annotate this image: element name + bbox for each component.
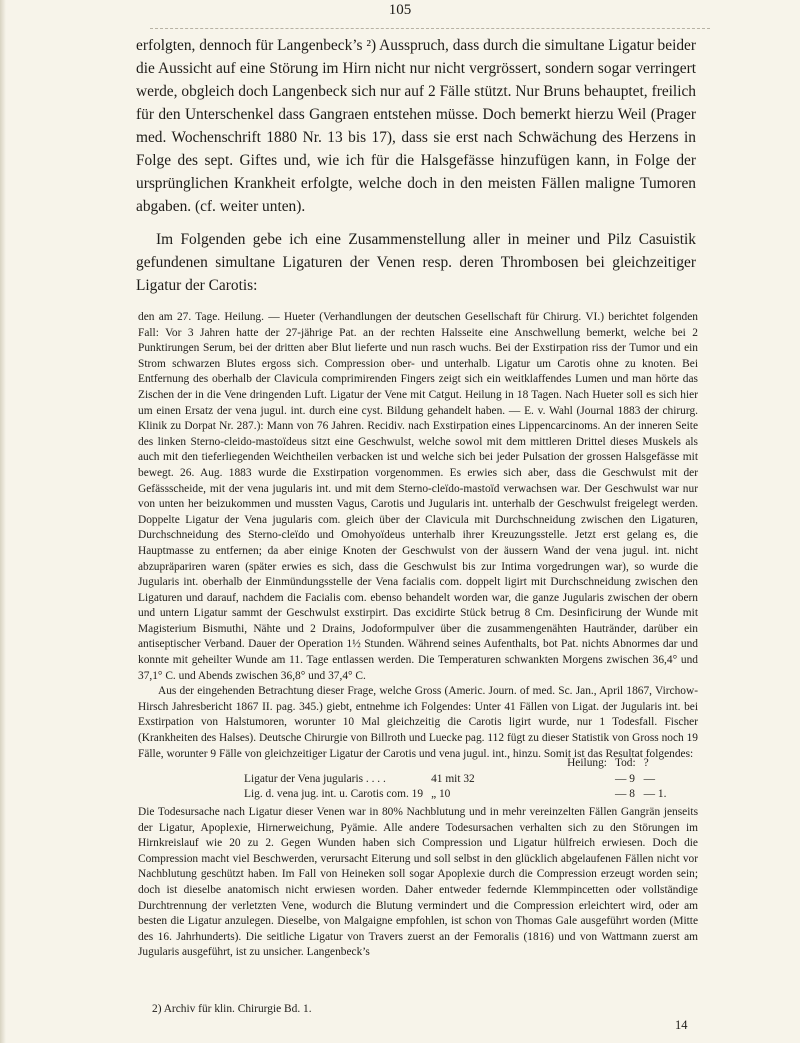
table-cell: 41 mit 32 — [431, 772, 475, 785]
body-text-small — [138, 310, 698, 762]
conclusion-paragraph: Die Todesursache nach Ligatur dieser Venen war in 80% Nachblutung und in mehr vereinzelten Fällen Gangrän jenseits der Ligatur, Apoplexie, Hirnerweichung, Pyämie. Alle andere Todesursachen verhalten sich zu den Störungen im Hirnkreislauf wie 20 zu 2. Gegen Wunden haben sich Compression und Ligatur hülfreich erwiesen. Doch die Compression macht viel Beschwerden, verursacht Eiterung und soll selbst in den glücklich abgelaufenen Fällen nicht vor Nachblutung geschützt haben. Im Fall von Heineken soll sogar Apoplexie durch die Compression erzeugt worden sein; doch ist dieselbe anatomisch nicht erwiesen worden. Daher entweder federnde Klemmpincetten oder vollständige Durchtrennung der verletzten Vene, wodurch die Blutung vermindert und die Compression erleichtert wird, oder am besten die Ligatur anzulegen. Dieselbe, von Malgaigne empfohlen, ist schon von Thomas Gale ausgeführt worden (Mitte des 16. Jahrhunderts). Die seitliche Ligatur von Travers zuerst an der Femoralis (1816) und von Wattmann zuerst am Jugularis ausgeführt, ist zu unsicher. Langenbeck’s — [138, 806, 698, 959]
table-cell: Ligatur der Vena jugularis . . . . — [244, 772, 386, 785]
table-cell: „ 10 — [431, 788, 451, 801]
statistics-intro-paragraph: Aus der eingehenden Betrachtung dieser Frage, welche Gross (Americ. Journ. of med. Sc. Jan., April 1867, Virchow-Hirsch Jahresbericht 1867 II. pag. 345.) giebt, entnehme ich Folgendes: Unter 41 Fällen von Ligat. der Jugularis int. bei Exstirpation von Halstumoren, worunter 10 Mal gleichzeitig die Carotis ligirt wurde, nur 1 Todesfall. Fischer (Krankheiten des Halses). Deutsche Chirurgie von Billroth und Luecke pag. 112 fügt zu dieser Statistik von Gross noch 19 Fälle, worunter 9 Fälle von gleichzeitiger Ligatur der Carotis und vena jugul. int., hinzu. Somit ist das Resultat folgendes: — [138, 685, 698, 760]
body-text-large — [136, 34, 696, 297]
table-cell — [240, 756, 427, 772]
page-number: 105 — [388, 2, 412, 18]
table-cell: — — [643, 772, 656, 785]
header-rule — [150, 28, 710, 29]
sheet-number: 14 — [675, 1018, 688, 1032]
table-header-row — [240, 756, 670, 772]
case-report-paragraph: den am 27. Tage. Heilung. — Hueter (Verhandlungen der deutschen Gesellschaft für Chirurg. VI.) berichtet folgenden Fall: Vor 3 Jahren hatte der 27-jährige Pat. an der rechten Halsseite eine Anschwellung bemerkt, welche bei 2 Punktirungen Serum, bei der dritten aber Blut lieferte und nun rasch wuchs. Bei der Exstirpation riss der Tumor und ein Strom schwarzen Blutes ergoss sich. Compression ober- und unterhalb. Ligatur um Carotis ohne zu knoten. Bei Entfernung des oberhalb der Clavicula comprimirenden Fingers zeigt sich ein weitklaffendes Lumen und man hörte das Zischen der in die Vene dringenden Luft. Ligatur der Vene mit Catgut. Heilung in 18 Tagen. Nach Hueter soll es sich hier um einen Ersatz der vena jugul. int. durch eine cyst. Bildung gehandelt haben. — E. v. Wahl (Journal 1883 der chirurg. Klinik zu Dorpat Nr. 287.): Mann von 76 Jahren. Recidiv. nach Exstirpation eines Lippencarcinoms. An der inneren Seite des linken Sterno-cleido-mastoïdeus sitzt eine Geschwulst, welche sowol mit dem mittleren Drittel dieses Muskels als auch mit den tieferliegenden Weichtheilen verbacken ist und welche sich bei jeder Pulsation der grossen Halsgefässe mit bewegt. 26. Aug. 1883 wurde die Exstirpation vorgenommen. Es erwies sich aber, dass die Geschwulst mit der Gefässscheide, mit der vena jugularis int. und mit dem Sterno-cleïdo-mastoïd verwachsen war. Der Geschwulst war nur von unten her beizukommen und mussten Vagus, Carotis und Jugularis int. unterhalb der Geschwulst freigelegt werden. Doppelte Ligatur der Vena jugularis com. gleich über der Clavicula mit Durchschneidung zwischen den Ligaturen, Durchschneidung des Sterno-cleïdo und Omohyoïdeus unterhalb ihrer Kreuzungsstelle. Jetzt erst gelang es, die Hauptmasse zu entfernen; da aber einige Knoten der Geschwulst von der äussern Wand der vena jugul. int. nicht abzupräpariren waren (später erwies es sich, dass die Geschwulst bis zur Intima vorgedrungen war), so wurde die Jugularis int. oberhalb der Einmündungsstelle der Vena facialis com. doppelt ligirt mit Durchschneidung zwischen den Ligaturen und darauf, nachdem die Facialis com. ebenso behandelt worden war, die ganze Jugularis zwischen der obern und untern Ligatur sammt der Geschwulst exstirpirt. Das excidirte Stück betrug 8 Cm. Desinficirung der Wunde mit Magisterium Bismuthi, Nähte und 2 Drains, Jodoformpulver über die zusammengenähten Hautränder, darüber ein antiseptischer Verband. Dauer der Operation 1½ Stunden. Während seines Aufenthalts, bot Pat. nichts Abnormes dar und konnte mit geheilter Wunde am 11. Tage entlassen werden. Die Temperaturen schwankten Morgens zwischen 36,4° und 37,1° C. und Abends zwischen 36,8° und 37,4° C. — [138, 311, 698, 682]
table-cell: — 8 — [614, 788, 635, 801]
paragraph-2: Im Folgenden gebe ich eine Zusammenstellung aller in meiner und Pilz Casuistik gefundenen simultane Ligaturen der Venen resp. deren Thrombosen bei gleichzeitiger Ligatur der Carotis: — [136, 231, 696, 294]
page-edge-shadow — [0, 0, 6, 1043]
paragraph-1: erfolgten, dennoch für Langenbeck’s ²) Ausspruch, dass durch die simultane Ligatur beider die Aussicht auf eine Störung im Hirn nicht nur nicht vergrössert, sondern sogar verringert werde, obgleich doch Langenbeck sich nur auf 2 Fälle stützt. Nur Bruns behauptet, freilich für den Unterschenkel dass Gangraen entstehen müsse. Doch bemerkt hierzu Weil (Prager med. Wochenschrift 1880 Nr. 13 bis 17), dass sie erst nach Schwächung des Herzens in Folge des sept. Giftes und, wie ich für die Halsgefässe hinzufügen kann, in Folge der ursprünglichen Krankheit erfolgte, welche doch in den meisten Fällen maligne Tumoren abgaben. (cf. weiter unten). — [136, 37, 696, 215]
table-cell: Heilung: — [567, 757, 607, 769]
table-row — [240, 772, 670, 788]
table-cell: Lig. d. vena jug. int. u. Carotis com. 19 — [244, 788, 424, 801]
table-cell: Tod: — [614, 757, 636, 769]
table-cell: ? — [643, 757, 649, 769]
statistics-table — [240, 756, 670, 803]
footnote: 2) Archiv für klin. Chirurgie Bd. 1. — [152, 1003, 312, 1015]
body-text-small-2 — [138, 805, 698, 961]
table-cell: — 9 — [614, 772, 635, 785]
table-cell: — 1. — [643, 788, 667, 801]
table-row — [240, 787, 670, 803]
